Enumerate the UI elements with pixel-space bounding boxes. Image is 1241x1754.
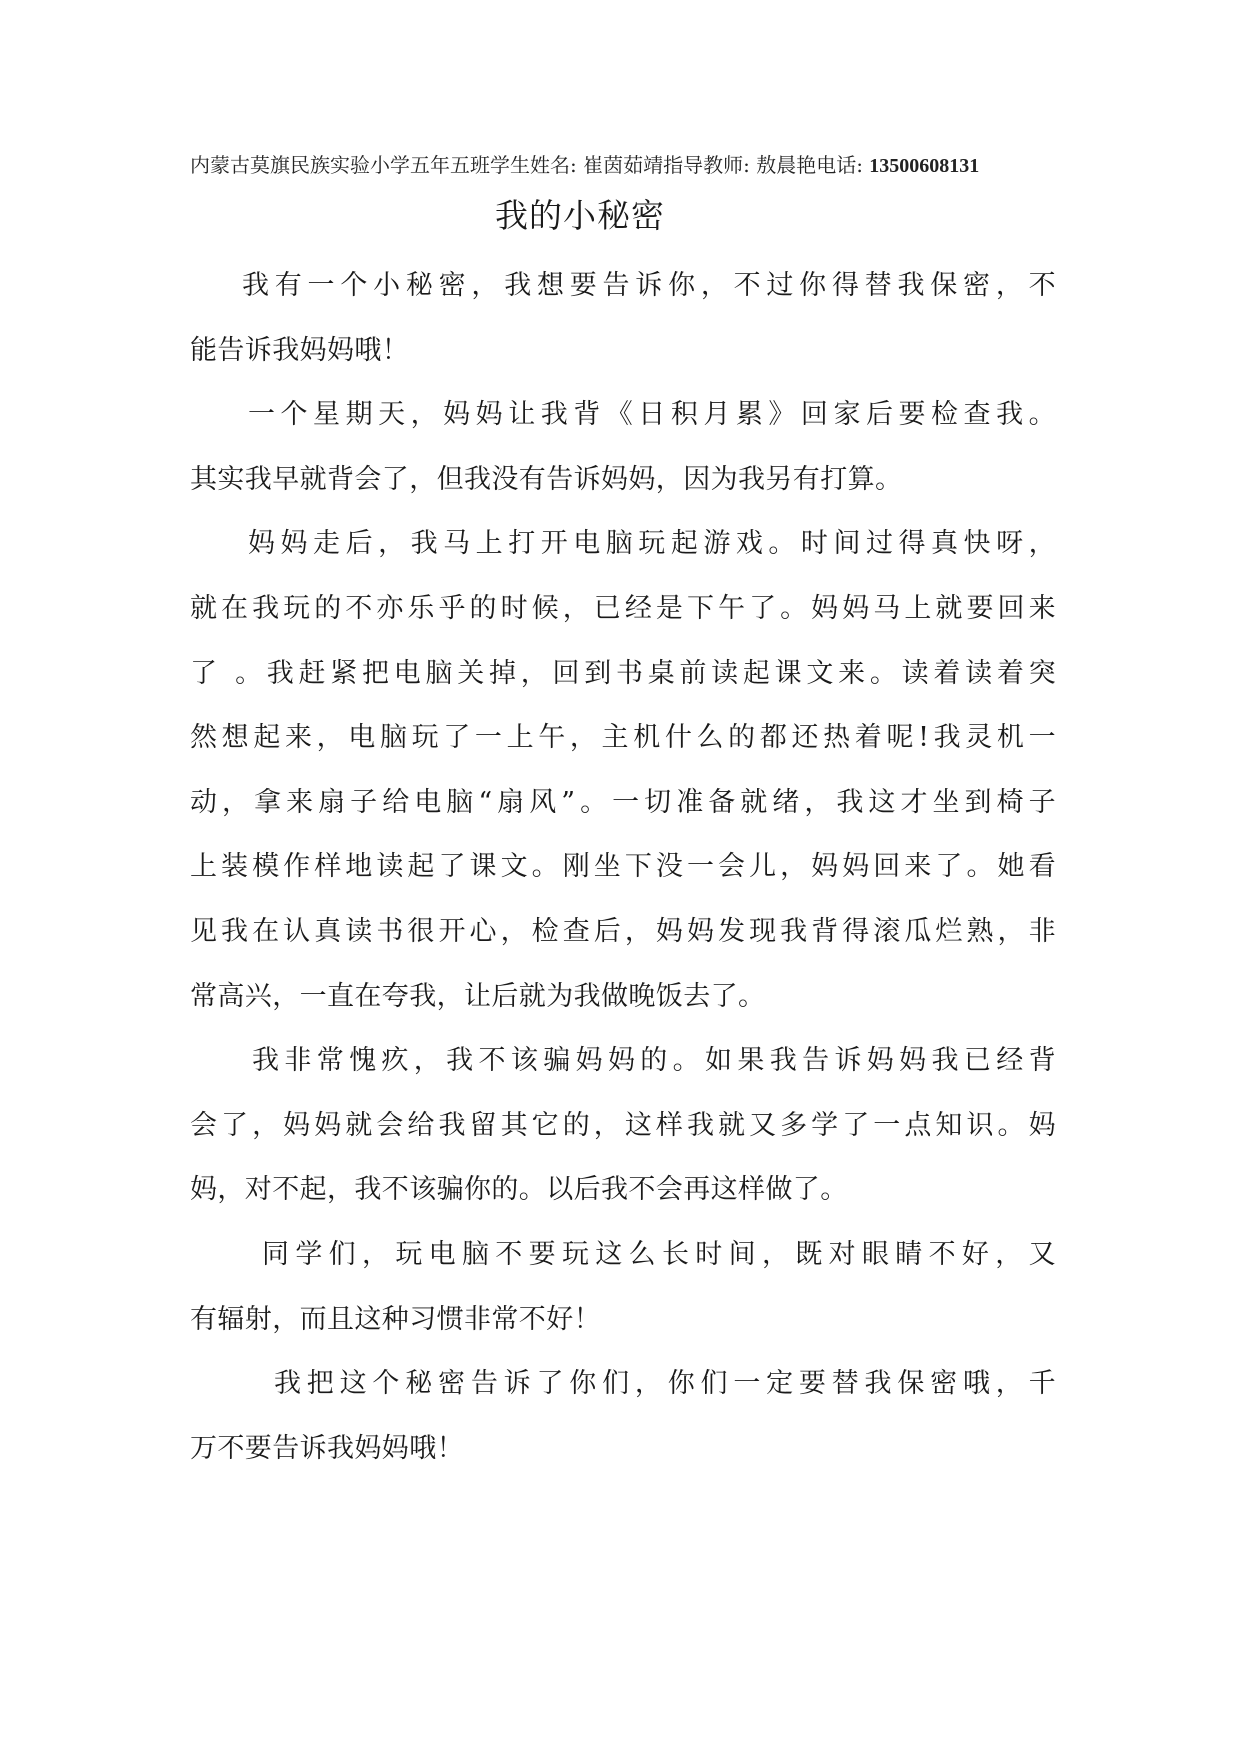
text-line: 我有一个小秘密，我想要告诉你，不过你得替我保密，不 [242,270,1056,301]
text-line: 会了，妈妈就会给我留其它的，这样我就又多学了一点知识。妈 [190,1109,1056,1141]
text-line: 同学们，玩电脑不要玩这么长时间，既对眼睛不好，又 [262,1238,1056,1270]
text-line: 见我在认真读书很开心，检查后，妈妈发现我背得滚瓜烂熟，非 [190,915,1056,947]
text-line: 动，拿来扇子给电脑“扇风”。一切准备就绪，我这才坐到椅子 [190,786,1056,818]
text-line: 其实我早就背会了，但我没有告诉妈妈，因为我另有打算。 [190,463,903,495]
text-line: 上装模作样地读起了课文。刚坐下没一会儿，妈妈回来了。她看 [190,851,1056,883]
text-line: 了 。我赶紧把电脑关掉，回到书桌前读起课文来。读着读着突 [190,657,1056,689]
text-line: 然想起来，电脑玩了一上午，主机什么的都还热着呢!我灵机一 [190,722,1056,754]
text-line: 万不要告诉我妈妈哦！ [190,1432,464,1464]
text-line: 一个星期天，妈妈让我背《日积月累》回家后要检查我。 [248,399,1056,431]
text-line: 就在我玩的不亦乐乎的时候，已经是下午了。妈妈马上就要回来 [190,592,1056,624]
text-line: 能告诉我妈妈哦！ [190,334,410,366]
header-info-text: 内蒙古莫旗民族实验小学五年五班学生姓名: 崔茵茹靖指导教师: 敖晨艳电话: [190,153,870,177]
phone-number: 13500608131 [869,155,980,177]
text-line: 我非常愧疚，我不该骗妈妈的。如果我告诉妈妈我已经背 [252,1045,1056,1077]
text-line: 有辐射，而且这种习惯非常不好！ [190,1303,601,1335]
essay-body [190,254,1056,1481]
header-info-line [190,150,1070,181]
text-line: 我把这个秘密告诉了你们，你们一定要替我保密哦，千 [274,1368,1056,1400]
text-line: 妈，对不起，我不该骗你的。以后我不会再这样做了。 [190,1174,848,1206]
text-line: 常高兴，一直在夸我，让后就为我做晚饭去了。 [190,980,766,1012]
text-line: 妈妈走后，我马上打开电脑玩起游戏。时间过得真快呀， [248,528,1056,560]
document-title: 我的小秘密 [495,196,665,235]
